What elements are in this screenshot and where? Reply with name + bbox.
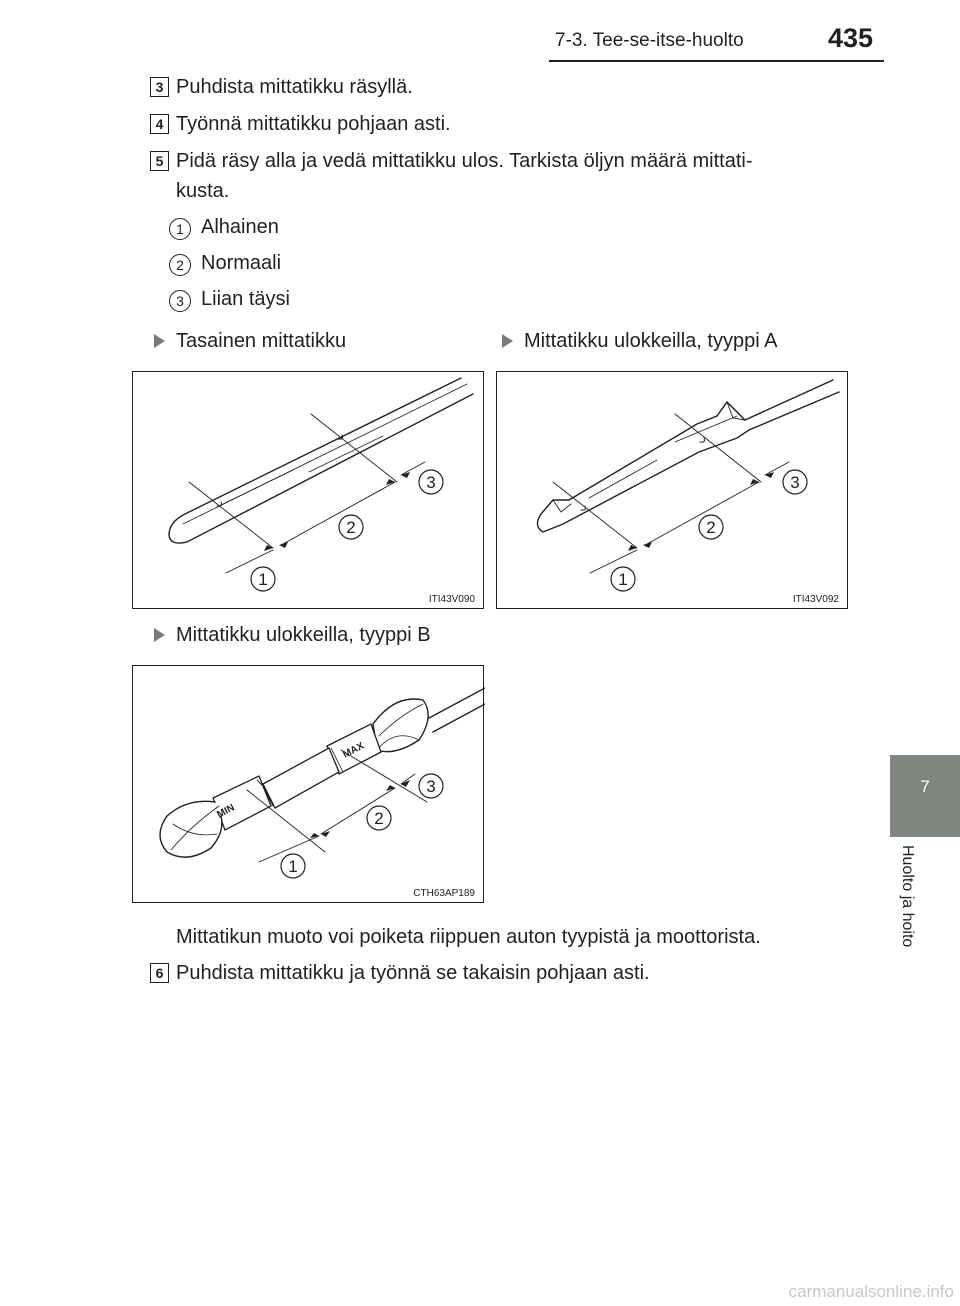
step-number-box: 6: [150, 963, 169, 983]
bullet-arrow-icon: [154, 334, 165, 348]
step-number-box: 4: [150, 114, 169, 134]
step-text: Työnnä mittatikku pohjaan asti.: [176, 113, 451, 135]
side-tab-chapter-number: 7: [920, 777, 930, 796]
callout-2: 2: [706, 518, 716, 537]
flat-dipstick-drawing: [133, 372, 485, 610]
level-number-circle: 3: [169, 290, 191, 312]
bullet-arrow-icon: [154, 628, 165, 642]
page-number: 435: [828, 23, 874, 53]
figure-code: ITI43V090: [428, 594, 475, 605]
side-tab: [890, 755, 960, 837]
step-number-box: 3: [150, 77, 169, 97]
max-mark: MAX: [341, 740, 367, 761]
callout-2: 2: [346, 518, 356, 537]
figure-type-a-dipstick: [496, 371, 848, 609]
figure-type-b-dipstick: [132, 665, 484, 903]
step-text-line-2: kusta.: [176, 180, 230, 202]
level-number-circle: 1: [169, 218, 191, 240]
figure-caption: Mittatikku ulokkeilla, tyyppi B: [176, 624, 431, 646]
callout-3: 3: [426, 473, 436, 492]
note-text: Mittatikun muoto voi poiketa riippuen auton tyypistä ja moottorista.: [176, 926, 761, 948]
header-section-title: 7-3. Tee-se-itse-huolto: [555, 30, 744, 51]
header-rule: [549, 60, 884, 62]
callout-1: 1: [288, 857, 298, 876]
callout-1: 1: [258, 570, 268, 589]
footer-watermark: carmanualsonline.info: [788, 1282, 954, 1301]
level-label: Normaali: [201, 252, 282, 274]
level-label: Liian täysi: [201, 288, 290, 310]
bullet-arrow-icon: [502, 334, 513, 348]
step-text: Puhdista mittatikku ja työnnä se takaisin pohjaan asti.: [176, 962, 650, 984]
side-tab-label: Huolto ja hoito: [899, 845, 916, 948]
figure-caption: Mittatikku ulokkeilla, tyyppi A: [524, 330, 778, 352]
min-mark: MIN: [215, 802, 237, 821]
figure-caption: Tasainen mittatikku: [176, 330, 347, 352]
figure-flat-dipstick: [132, 371, 484, 609]
figure-code: CTH63AP189: [413, 888, 475, 899]
level-label: Alhainen: [201, 216, 279, 238]
figure-code: ITI43V092: [792, 594, 839, 605]
step-text: Puhdista mittatikku räsyllä.: [176, 76, 413, 98]
callout-3: 3: [790, 473, 800, 492]
type-a-dipstick-drawing: [497, 372, 849, 610]
callout-2: 2: [374, 809, 384, 828]
callout-1: 1: [618, 570, 628, 589]
type-b-dipstick-drawing: [133, 666, 485, 904]
callout-3: 3: [426, 777, 436, 796]
step-text-line-1: Pidä räsy alla ja vedä mittatikku ulos. Tarkista öljyn määrä mittati-: [176, 150, 753, 172]
level-number-circle: 2: [169, 254, 191, 276]
step-number-box: 5: [150, 151, 169, 171]
